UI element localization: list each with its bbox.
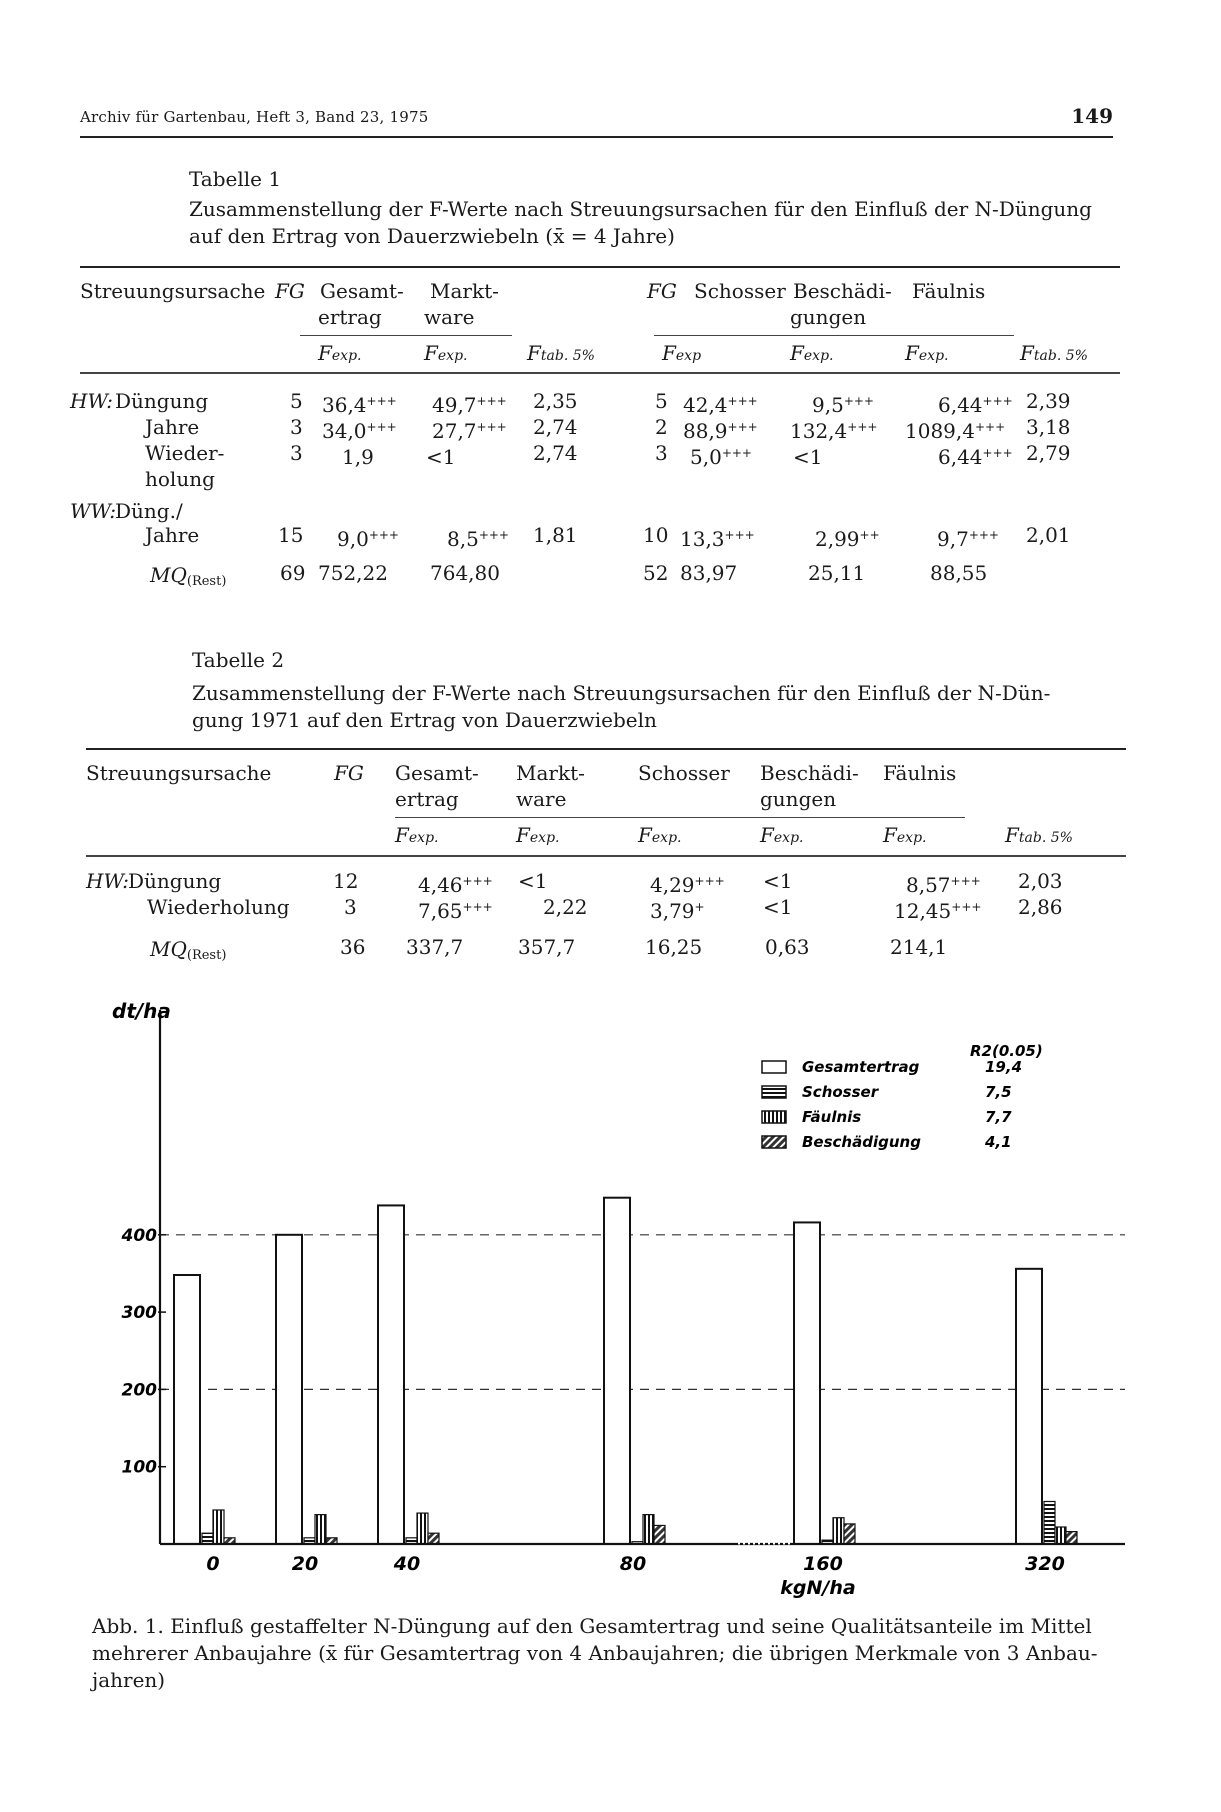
bar-gesamtertrag-0: [174, 1275, 200, 1544]
bar-fäulnis-20: [315, 1515, 326, 1544]
lsd-value: 7,5: [985, 1083, 1012, 1101]
y-axis-label: dt/ha: [112, 1000, 171, 1023]
n-fertilizer-bar-chart: [0, 1000, 1221, 1610]
lsd-value: 19,4: [985, 1058, 1023, 1076]
bar-gesamtertrag-320: [1016, 1269, 1042, 1544]
table2-ftab: Ftab. 5%: [1005, 823, 1073, 847]
table1-cell: 13,3+++: [680, 527, 755, 551]
y-tick-label: 200: [121, 1380, 157, 1401]
legend-swatch-beschädigung: [762, 1136, 786, 1148]
table1-row-label: Düngung: [115, 389, 209, 413]
table1-cell: 2,39: [1026, 389, 1071, 413]
table2-head-besch: Beschädi-: [760, 761, 859, 785]
table2-head-markt: Markt-: [516, 761, 585, 785]
figure-caption-line3: jahren): [92, 1668, 166, 1692]
figure-caption: [92, 1613, 1132, 1694]
table2-head-source: Streuungsursache: [86, 761, 272, 785]
legend-label-gesamtertrag: Gesamtertrag: [802, 1058, 920, 1076]
figure-caption-line2: mehrerer Anbaujahre (x̄ für Gesamtertrag von 4 Anbaujahren; die übrigen Merkmale von 3 Anbau-: [92, 1641, 1098, 1665]
table2-cell: 2,86: [1018, 895, 1063, 919]
table1-cell: 5: [655, 389, 668, 413]
table2-cell: 214,1: [890, 935, 948, 959]
x-tick-label: 40: [393, 1553, 421, 1575]
table1-cell: 3: [290, 415, 303, 439]
table1-cell: 83,97: [680, 561, 738, 585]
legend-label-beschädigung: Beschädigung: [802, 1133, 921, 1151]
table1-cell: 132,4+++: [790, 419, 878, 443]
legend-swatch-schosser: [762, 1086, 786, 1098]
table2-cell: 12: [333, 869, 359, 893]
table1-cell: 3: [655, 441, 668, 465]
table2-head-faeulnis: Fäulnis: [883, 761, 957, 785]
table2-head-besch2: gungen: [760, 787, 837, 811]
table1-cell: 752,22: [318, 561, 388, 585]
lsd-value: 4,1: [985, 1133, 1012, 1151]
table2-subhead-rule: [395, 817, 965, 818]
bar-schosser-320: [1044, 1501, 1055, 1544]
table1-fexp-gesamt: Fexp.: [318, 341, 362, 365]
bar-beschädigung-40: [428, 1533, 439, 1544]
legend-swatch-fäulnis: [762, 1111, 786, 1123]
table1-cell: 36,4+++: [322, 393, 397, 417]
table1-cell: 1089,4+++: [905, 419, 1006, 443]
bar-fäulnis-80: [643, 1515, 654, 1544]
table1-label: Tabelle 1: [189, 167, 282, 191]
table2-fexp-schosser: Fexp.: [638, 823, 682, 847]
table1-subhead-rule1: [300, 335, 512, 336]
table2-cell: <1: [763, 869, 793, 893]
table2-cell: 0,63: [765, 935, 810, 959]
table2-cell: 2,03: [1018, 869, 1063, 893]
bar-beschädigung-80: [654, 1525, 665, 1544]
table1-cell: 34,0+++: [322, 419, 397, 443]
table1-cell: 1,81: [533, 523, 578, 547]
table2-cell: 337,7: [406, 935, 464, 959]
table1-cell: 2,35: [533, 389, 578, 413]
table2-cell: 4,46+++: [418, 873, 493, 897]
table1-cell: 25,11: [808, 561, 866, 585]
table1-row-label-2: Jahre: [145, 523, 200, 547]
table2-head-fg: FG: [334, 761, 364, 785]
table1-row-label: Jahre: [145, 415, 200, 439]
y-tick-label: 100: [121, 1457, 157, 1478]
table2-top-rule: [86, 748, 1126, 750]
table2-head-gesamt2: ertrag: [395, 787, 459, 811]
table1-cell: 1,9: [342, 445, 374, 469]
legend-label-schosser: Schosser: [802, 1083, 879, 1101]
table1-cell: 88,55: [930, 561, 988, 585]
table1-top-rule: [80, 266, 1120, 268]
table2-caption-line1: Zusammenstellung der F-Werte nach Streuungsursachen für den Einfluß der N-Dün-: [192, 681, 1051, 705]
table1-head-markt: Markt-: [430, 279, 499, 303]
table1-cell: 2,01: [1026, 523, 1071, 547]
header-rule: [80, 136, 1113, 138]
table1-fexp-faeul: Fexp.: [905, 341, 949, 365]
bar-beschädigung-160: [844, 1524, 855, 1544]
legend-swatch-gesamtertrag: [762, 1061, 786, 1073]
table1-caption-line2: auf den Ertrag von Dauerzwiebeln (x̄ = 4 Jahre): [189, 224, 675, 248]
table1-row-label: Düng./: [115, 499, 183, 523]
table1-cell: 2,99++: [815, 527, 880, 551]
table2-fexp-besch: Fexp.: [760, 823, 804, 847]
table1-cell: 2,74: [533, 441, 578, 465]
table1-ftab1: Ftab. 5%: [527, 341, 595, 365]
table1-head-faeulnis: Fäulnis: [912, 279, 986, 303]
table1-cell: 42,4+++: [683, 393, 758, 417]
table2-cell: 3,79+: [650, 899, 705, 923]
table2-cell: 8,57+++: [906, 873, 981, 897]
table2-cell: 3: [344, 895, 357, 919]
table2-row-label-mq: $MQ_{(Rest)}$: [150, 937, 227, 963]
table1-cell: <1: [426, 445, 456, 469]
table1-cell: 3,18: [1026, 415, 1071, 439]
table2-cell: 36: [340, 935, 366, 959]
table1-cell: 49,7+++: [432, 393, 507, 417]
table1-group-ww: WW:: [70, 499, 117, 523]
table1-cell: 764,80: [430, 561, 500, 585]
table2-row-label: Wiederholung: [147, 895, 290, 919]
table1-head-fg2: FG: [647, 279, 677, 303]
table2-cell: 357,7: [518, 935, 576, 959]
bar-gesamtertrag-40: [378, 1205, 404, 1544]
table2-group-hw: HW:: [86, 869, 129, 893]
table2-cell: 7,65+++: [418, 899, 493, 923]
table1-cell: 2,74: [533, 415, 578, 439]
table1-head-besch: Beschädi-: [793, 279, 892, 303]
table1-row-label-2: holung: [145, 467, 215, 491]
bar-fäulnis-320: [1055, 1527, 1066, 1544]
bar-schosser-0: [202, 1533, 213, 1544]
bar-fäulnis-160: [833, 1518, 844, 1544]
legend-label-fäulnis: Fäulnis: [802, 1108, 862, 1126]
table1-head-fg: FG: [275, 279, 305, 303]
table2-cell: <1: [763, 895, 793, 919]
bar-beschädigung-320: [1066, 1532, 1077, 1544]
x-tick-label: 160: [803, 1553, 843, 1575]
table1-row-label-mq: $MQ_{(Rest)}$: [150, 563, 227, 589]
table2-cell: 4,29+++: [650, 873, 725, 897]
table2-fexp-faeul: Fexp.: [883, 823, 927, 847]
table1-head-markt2: ware: [424, 305, 475, 329]
lsd-title: R2(0.05): [970, 1042, 1043, 1060]
table1-fexp-markt: Fexp.: [424, 341, 468, 365]
table1-caption-line1: Zusammenstellung der F-Werte nach Streuungsursachen für den Einfluß der N-Düngung: [189, 197, 1092, 221]
table1-cell: 6,44+++: [938, 393, 1013, 417]
table1-cell: 9,0+++: [337, 527, 399, 551]
table1-cell: 69: [280, 561, 306, 585]
x-tick-label: 320: [1025, 1553, 1065, 1575]
table2-cell: 12,45+++: [894, 899, 982, 923]
table2-head-markt2: ware: [516, 787, 567, 811]
table1-cell: 15: [278, 523, 304, 547]
table1-cell: 27,7+++: [432, 419, 507, 443]
table1-cell: 10: [643, 523, 669, 547]
table1-cell: 9,7+++: [937, 527, 999, 551]
table2-caption-line2: gung 1971 auf den Ertrag von Dauerzwiebeln: [192, 708, 657, 732]
bar-fäulnis-0: [213, 1510, 224, 1544]
x-tick-label: 0: [206, 1553, 220, 1575]
table1-cell: 3: [290, 441, 303, 465]
bar-gesamtertrag-20: [276, 1235, 302, 1544]
table1-cell: 8,5+++: [447, 527, 509, 551]
table2-cell: 2,22: [543, 895, 588, 919]
x-axis-label: kgN/ha: [780, 1577, 856, 1599]
page-number: 149: [1071, 104, 1113, 128]
table1-head-besch2: gungen: [790, 305, 867, 329]
table1-head-gesamt: Gesamt-: [320, 279, 404, 303]
table1-fexp-besch: Fexp.: [790, 341, 834, 365]
y-tick-label: 300: [121, 1303, 157, 1324]
table2-fexp-gesamt: Fexp.: [395, 823, 439, 847]
bar-fäulnis-40: [417, 1513, 428, 1544]
bar-gesamtertrag-160: [794, 1222, 820, 1544]
table1-cell: 88,9+++: [683, 419, 758, 443]
bar-gesamtertrag-80: [604, 1198, 630, 1544]
table1-subhead-rule2: [654, 335, 1014, 336]
table1-row-label: Wieder-: [145, 441, 225, 465]
y-tick-label: 400: [121, 1225, 157, 1246]
table1-cell: 2: [655, 415, 668, 439]
table1-head-gesamt2: ertrag: [318, 305, 382, 329]
journal-header: Archiv für Gartenbau, Heft 3, Band 23, 1975: [80, 108, 429, 126]
table1-cell: <1: [793, 445, 823, 469]
x-tick-label: 20: [291, 1553, 319, 1575]
table1-cell: 5: [290, 389, 303, 413]
table2-cell: 16,25: [645, 935, 703, 959]
table1-group-hw: HW:: [70, 389, 113, 413]
table1-head-schosser: Schosser: [694, 279, 786, 303]
table1-ftab2: Ftab. 5%: [1020, 341, 1088, 365]
table2-cell: <1: [518, 869, 548, 893]
table2-head-gesamt: Gesamt-: [395, 761, 479, 785]
table2-fexp-markt: Fexp.: [516, 823, 560, 847]
x-tick-label: 80: [619, 1553, 647, 1575]
table1-head-source: Streuungsursache: [80, 279, 266, 303]
table1-fexp-schosser: Fexp: [662, 341, 702, 365]
lsd-value: 7,7: [985, 1108, 1012, 1126]
table1-header-rule: [80, 372, 1120, 374]
table2-head-schosser: Schosser: [638, 761, 730, 785]
table1-cell: 9,5+++: [812, 393, 874, 417]
table1-cell: 52: [643, 561, 669, 585]
table2-label: Tabelle 2: [192, 648, 285, 672]
table2-header-rule: [86, 855, 1126, 857]
table1-cell: 6,44+++: [938, 445, 1013, 469]
table1-cell: 5,0+++: [690, 445, 752, 469]
table1-cell: 2,79: [1026, 441, 1071, 465]
table2-row-label: Düngung: [128, 869, 222, 893]
figure-caption-line1: Abb. 1. Einfluß gestaffelter N-Düngung auf den Gesamtertrag und seine Qualitätsanteile im Mittel: [92, 1614, 1092, 1638]
